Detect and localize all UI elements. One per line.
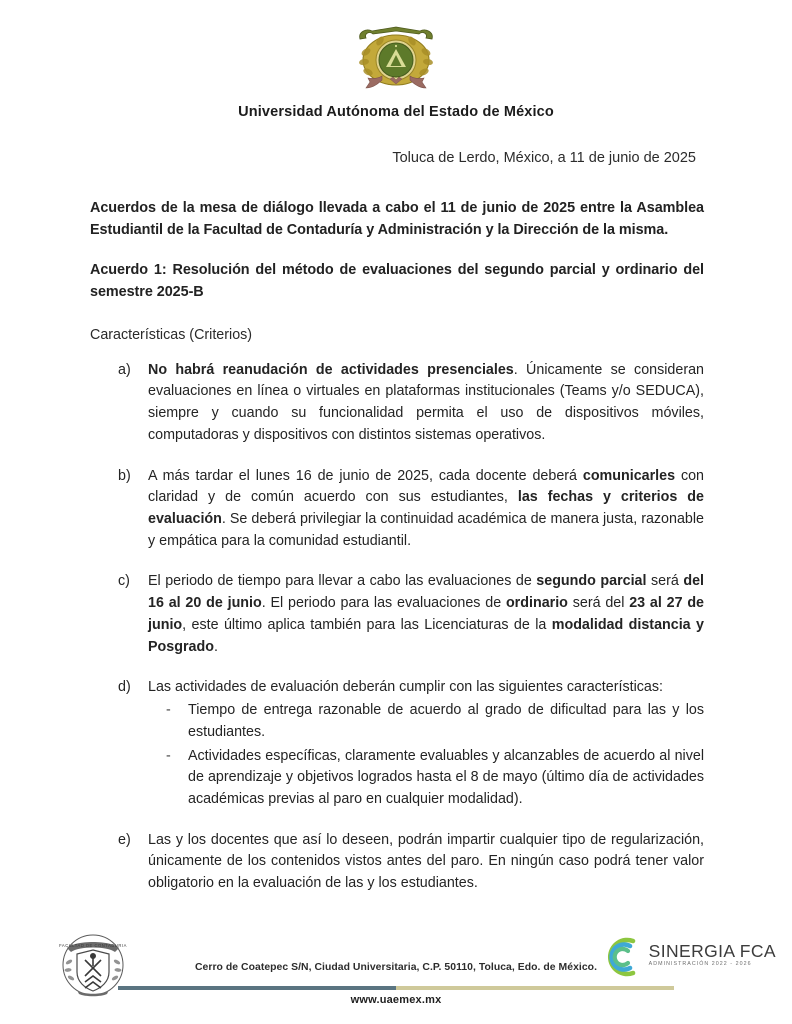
list-item (118, 360, 704, 447)
list-item-marker: b) (118, 467, 131, 484)
list-item-text: No habrá reanudación de actividades presenciales. Únicamente se consideran evaluaciones en línea o virtuales en plataformas institucionales (Teams y/o SEDUCA), siempre y cuando su funcionalidad permita el uso de dispositivos móviles, computadoras y dispositivos con distintos sistemas operativos. (148, 361, 705, 443)
agreement-item-list (90, 360, 704, 895)
sinergia-fca-logo (600, 934, 776, 980)
list-item-text: Las actividades de evaluación deberán cumplir con las siguientes características: (148, 679, 663, 696)
footer-divider-right (396, 986, 674, 990)
document-date: Toluca de Lerdo, México, a 11 de junio de 2025 (392, 150, 696, 166)
dash-bullet-icon: - (166, 702, 171, 719)
criteria-label: Características (Criterios) (90, 326, 253, 343)
list-item-marker: a) (118, 361, 131, 378)
sub-list-item-text: Tiempo de entrega razonable de acuerdo al grado de dificultad para las y los estudiantes. (188, 702, 704, 740)
sinergia-text-block (649, 943, 776, 971)
list-item (118, 571, 704, 658)
list-item (118, 830, 704, 895)
document-header (0, 0, 792, 120)
uaem-seal (346, 22, 446, 94)
footer-divider (118, 986, 674, 990)
svg-text:FACULTAD DE CONTADURIA: FACULTAD DE CONTADURIA (59, 943, 127, 948)
document-body (0, 198, 792, 895)
sub-list-item (166, 746, 704, 811)
list-item-marker: d) (118, 679, 131, 696)
sub-list-item (166, 700, 704, 743)
agreement-heading: Acuerdo 1: Resolución del método de evaluaciones del segundo parcial y ordinario del semestre 2025-B (90, 261, 704, 300)
sinergia-title: SINERGIA FCA (648, 941, 776, 962)
sub-list-item-text: Actividades específicas, claramente evaluables y alcanzables de acuerdo al nivel de aprendizaje y objetivos logrados hasta el 8 de mayo (último día de actividades académicas previas al paro en cualquier modalidad). (188, 747, 704, 807)
dash-bullet-icon: - (166, 747, 171, 764)
list-item-text: A más tardar el lunes 16 de junio de 2025, cada docente deberá comunicarles con claridad y de común acuerdo con sus estudiantes, las fechas y criterios de evaluación. Se deberá privilegiar la continuidad académica de manera justa, razonable y empática para la comunidad estudiantil. (148, 467, 704, 549)
list-item (118, 677, 704, 810)
footer-divider-left (118, 986, 396, 990)
list-item-marker: e) (118, 831, 131, 848)
list-item-marker: c) (118, 573, 130, 590)
university-title: Universidad Autónoma del Estado de México (238, 104, 554, 120)
sinergia-subtitle: ADMINISTRACIÓN 2022 - 2026 (648, 960, 752, 967)
document-footer (0, 928, 792, 1024)
sub-item-list (148, 700, 704, 811)
sinergia-swirl-icon (600, 934, 646, 980)
footer-website-url[interactable]: www.uaemex.mx (350, 994, 442, 1006)
footer-address: Cerro de Coatepec S/N, Ciudad Universitaria, C.P. 50110, Toluca, Edo. de México. (194, 962, 598, 973)
list-item (118, 466, 704, 553)
intro-paragraph: Acuerdos de la mesa de diálogo llevada a cabo el 11 de junio de 2025 entre la Asamblea Estudiantil de la Facultad de Contaduría y Administración y la Dirección de la misma. (90, 200, 704, 238)
uaem-seal-graphic (346, 22, 446, 94)
list-item-text: El periodo de tiempo para llevar a cabo las evaluaciones de segundo parcial será del 16 al 20 de junio. El periodo para las evaluaciones de ordinario será del 23 al 27 de junio, este último aplica también para las Licenciaturas de la modalidad distancia y Posgrado. (148, 573, 705, 655)
list-item-text: Las y los docentes que así lo deseen, podrán impartir cualquier tipo de regularización, únicamente de los contenidos vistos antes del paro. En ningún caso podrá tener valor obligatorio en la evaluación de las y los estudiantes. (148, 831, 704, 892)
